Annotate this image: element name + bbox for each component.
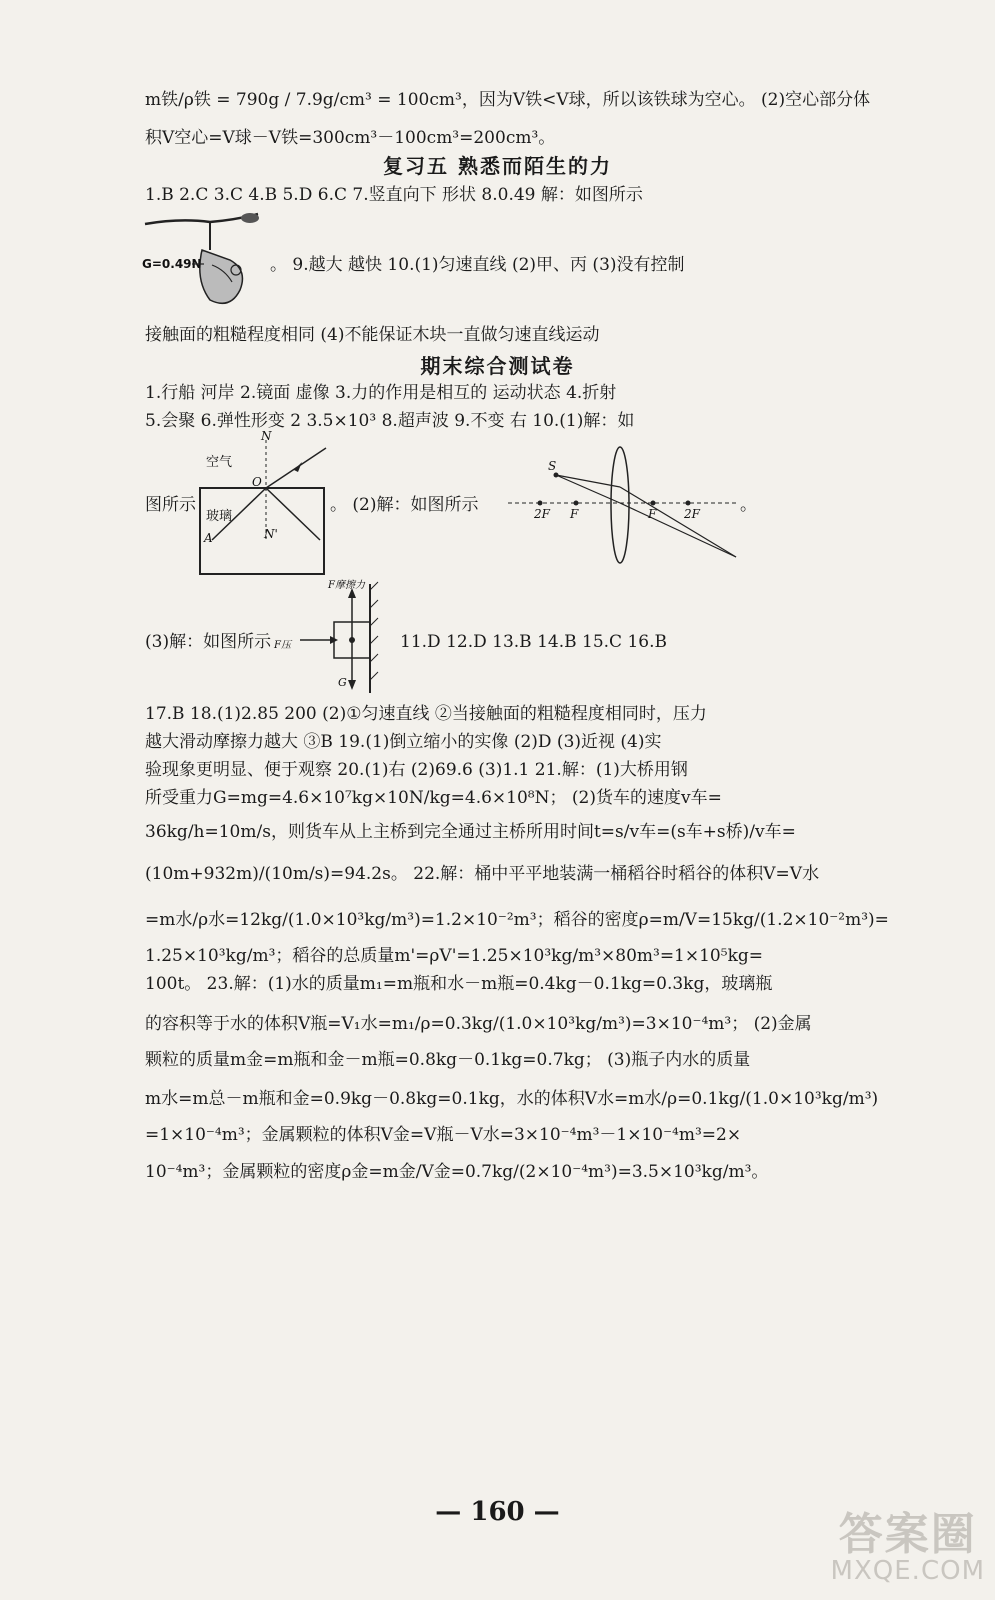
glass-label: 玻璃 — [206, 509, 233, 524]
text-line-3: 1.B 2.C 3.C 4.B 5.D 6.C 7.竖直向下 形状 8.0.49 解：如图所示 — [145, 185, 643, 205]
text-line-1: m铁/ρ铁 = 790g / 7.9g/cm³ = 100cm³，因为V铁<V球，所以该铁球为空心。 (2)空心部分体 — [145, 90, 871, 110]
text-line-6: 1.行船 河岸 2.镜面 虚像 3.力的作用是相互的 运动状态 4.折射 — [145, 383, 617, 403]
lens-2f-left-label: 2F — [534, 507, 550, 521]
lens-f-right-label: F — [648, 507, 657, 521]
site-watermark — [830, 1509, 985, 1587]
lens-source-label: S — [548, 459, 557, 473]
text-line-8b: 。 (2)解：如图所示 — [330, 495, 479, 515]
text-line-12: 验现象更明显、便于观察 20.(1)右 (2)69.6 (3)1.1 21.解：(1)大桥用钢 — [145, 760, 688, 780]
text-line-19: 的容积等于水的体积V瓶=V₁水=m₁/ρ=0.3kg/(1.0×10³kg/m³)=3×10⁻⁴m³； (2)金属 — [145, 1014, 812, 1034]
text-line-8c: 。 — [740, 495, 757, 515]
spring-weight-label: G=0.49N — [142, 257, 202, 271]
point-a-label: A — [204, 531, 213, 545]
heading-review-5: 复习五 熟悉而陌生的力 — [383, 154, 612, 178]
text-line-22: =1×10⁻⁴m³；金属颗粒的体积V金=V瓶－V水=3×10⁻⁴m³－1×10⁻⁴m³=2× — [145, 1125, 742, 1145]
gravity-force-label: G — [338, 676, 347, 689]
text-line-10: 17.B 18.(1)2.85 200 (2)①匀速直线 ②当接触面的粗糙程度相同时，压力 — [145, 704, 707, 724]
lens-diagram — [508, 445, 738, 575]
text-line-18: 100t。 23.解：(1)水的质量m₁=m瓶和水－m瓶=0.4kg－0.1kg=0.3kg，玻璃瓶 — [145, 974, 773, 994]
text-line-9b: 11.D 12.D 13.B 14.B 15.C 16.B — [400, 632, 667, 652]
text-line-7: 5.会聚 6.弹性形变 2 3.5×10³ 8.超声波 9.不变 右 10.(1)解：如 — [145, 411, 635, 431]
text-line-16: =m水/ρ水=12kg/(1.0×10³kg/m³)=1.2×10⁻²m³；稻谷的密度ρ=m/V=15kg/(1.2×10⁻²m³)= — [145, 910, 889, 930]
air-label: 空气 — [206, 455, 233, 470]
heading-final-exam: 期末综合测试卷 — [420, 354, 575, 378]
text-line-5: 接触面的粗糙程度相同 (4)不能保证木块一直做匀速直线运动 — [145, 325, 600, 345]
press-force-label: F压 — [274, 640, 291, 651]
force-diagram — [272, 578, 382, 698]
spring-scale-diagram — [140, 210, 265, 320]
normal-bottom-label: N' — [264, 527, 278, 541]
friction-force-label: F摩擦力 — [328, 580, 365, 591]
text-line-4: 。 9.越大 越快 10.(1)匀速直线 (2)甲、丙 (3)没有控制 — [270, 255, 685, 275]
watermark-cn: 答案圈 — [838, 1509, 977, 1560]
lens-f-left-label: F — [570, 507, 579, 521]
text-line-14: 36kg/h=10m/s，则货车从上主桥到完全通过主桥所用时间t=s/v车=(s车+s桥)/v车= — [145, 822, 796, 842]
lens-2f-right-label: 2F — [684, 507, 700, 521]
refraction-diagram — [198, 430, 328, 578]
text-line-17: 1.25×10³kg/m³；稻谷的总质量m'=ρV'=1.25×10³kg/m³×80m³=1×10⁵kg= — [145, 946, 763, 966]
text-line-8a: 图所示 — [145, 495, 196, 515]
text-line-20: 颗粒的质量m金=m瓶和金－m瓶=0.8kg－0.1kg=0.7kg； (3)瓶子内水的质量 — [145, 1050, 751, 1070]
text-line-23: 10⁻⁴m³；金属颗粒的密度ρ金=m金/V金=0.7kg/(2×10⁻⁴m³)=3.5×10³kg/m³。 — [145, 1162, 769, 1182]
text-line-9a: (3)解：如图所示 — [145, 632, 272, 652]
normal-top-label: N — [261, 429, 272, 443]
text-line-21: m水=m总－m瓶和金=0.9kg－0.8kg=0.1kg，水的体积V水=m水/ρ=0.1kg/(1.0×10³kg/m³) — [145, 1089, 879, 1109]
watermark-en: MXQE.COM — [830, 1556, 985, 1587]
text-line-2: 积V空心=V球－V铁=300cm³－100cm³=200cm³。 — [145, 128, 556, 148]
point-o-label: O — [252, 475, 262, 489]
text-line-11: 越大滑动摩擦力越大 ③B 19.(1)倒立缩小的实像 (2)D (3)近视 (4)实 — [145, 732, 662, 752]
page-number: — 160 — — [435, 1497, 560, 1527]
text-line-15: (10m+932m)/(10m/s)=94.2s。 22.解：桶中平平地装满一桶稻谷时稻谷的体积V=V水 — [145, 864, 820, 884]
text-line-13: 所受重力G=mg=4.6×10⁷kg×10N/kg=4.6×10⁸N； (2)货车的速度v车= — [145, 788, 722, 808]
